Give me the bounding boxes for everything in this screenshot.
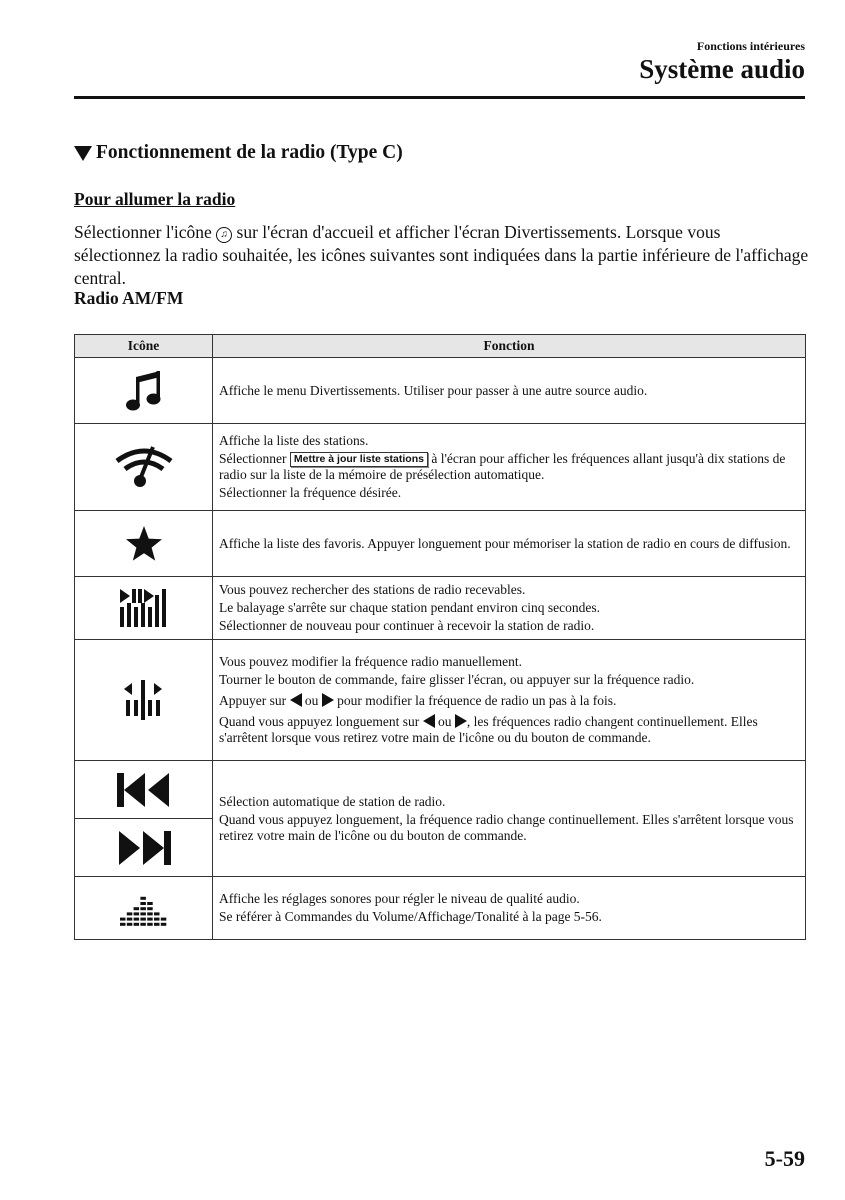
icon-cell	[75, 877, 213, 940]
function-text: Quand vous appuyez longuement, la fréquence radio change continuellement. Elles s'arrêtent lorsque vous retirez votre main de l'icône ou du bouton de commande.	[219, 811, 794, 843]
text-fragment: , les fréquences radio changent continuellement. Elles s'arrêtent lorsque vous retirez votre main de l'icône ou du bouton de commande.	[219, 714, 758, 745]
tune-up-icon	[455, 714, 467, 728]
function-cell	[213, 577, 806, 640]
text-fragment: ou	[301, 693, 322, 708]
text-fragment: à l'écran pour afficher les fréquences allant jusqu'à dix stations de radio sur la liste de la mémoire de présélection automatique.	[219, 451, 786, 482]
text-fragment: Quand vous appuyez longuement sur	[219, 714, 423, 729]
update-station-list-button: Mettre à jour liste stations	[290, 452, 428, 467]
function-cell	[213, 358, 806, 424]
function-text: Sélectionner la fréquence désirée.	[219, 485, 402, 500]
function-cell	[213, 640, 806, 761]
function-text: Sélection automatique de station de radio.	[219, 793, 446, 809]
table-row	[75, 877, 806, 940]
table-row	[75, 511, 806, 577]
page-title: Système audio	[639, 54, 805, 84]
sound-settings-icon	[119, 886, 169, 930]
header-section: Fonctions intérieures	[696, 39, 805, 53]
icon-cell	[75, 358, 213, 424]
triangle-down-icon	[74, 146, 92, 161]
function-text: Tourner le bouton de commande, faire glisser l'écran, ou appuyer sur la fréquence radio.	[219, 672, 695, 687]
tune-down-icon	[423, 714, 435, 728]
star-icon	[124, 524, 164, 564]
function-text	[219, 714, 799, 746]
function-text: Le balayage s'arrête sur chaque station pendant environ cinq secondes.	[219, 600, 601, 615]
text-fragment: pour modifier la fréquence de radio un pas à la fois.	[333, 693, 617, 708]
section-title-text: Fonctionnement de la radio (Type C)	[96, 142, 403, 163]
page-number: 5-59	[764, 1146, 805, 1171]
table-header-row	[75, 335, 806, 358]
manual-tune-icon	[122, 680, 166, 720]
section-title	[74, 142, 403, 164]
function-text	[219, 451, 799, 483]
table-row	[75, 761, 806, 819]
function-text: Affiche le menu Divertissements. Utiliser pour passer à une autre source audio.	[219, 382, 648, 398]
table-row	[75, 424, 806, 511]
seek-forward-icon	[115, 829, 173, 867]
seek-back-icon	[115, 771, 173, 809]
function-text: Sélectionner de nouveau pour continuer à recevoir la station de radio.	[219, 618, 595, 633]
subsection-title: Pour allumer la radio	[74, 189, 236, 209]
music-note-icon	[124, 369, 164, 413]
station-list-icon	[113, 445, 175, 489]
icon-cell	[75, 761, 213, 819]
col-icon-header: Icône	[75, 335, 213, 358]
text-fragment: Appuyer sur	[219, 693, 290, 708]
icon-cell	[75, 640, 213, 761]
text-fragment: ou	[434, 714, 455, 729]
function-text: Affiche les réglages sonores pour régler le niveau de qualité audio.	[219, 891, 580, 906]
tune-up-icon	[322, 693, 334, 707]
icon-function-table	[74, 334, 806, 940]
tune-down-icon	[290, 693, 302, 707]
table-row	[75, 358, 806, 424]
icon-cell	[75, 511, 213, 577]
function-text: Vous pouvez modifier la fréquence radio manuellement.	[219, 654, 523, 669]
function-cell	[213, 424, 806, 511]
icon-cell	[75, 424, 213, 511]
function-text	[219, 693, 799, 709]
function-cell	[213, 877, 806, 940]
header-divider	[74, 96, 805, 99]
icon-cell	[75, 577, 213, 640]
entertainment-icon: ♫	[216, 227, 232, 243]
table-row	[75, 577, 806, 640]
scan-icon	[118, 587, 170, 629]
function-cell	[213, 761, 806, 877]
function-text: Affiche la liste des stations.	[219, 433, 369, 448]
radio-label: Radio AM/FM	[74, 288, 184, 308]
icon-cell	[75, 819, 213, 877]
col-function-header: Fonction	[213, 335, 806, 358]
function-text: Affiche la liste des favoris. Appuyer longuement pour mémoriser la station de radio en cours de diffusion.	[219, 535, 791, 551]
intro-paragraph	[74, 221, 809, 290]
intro-text-after: sur l'écran d'accueil et afficher l'écran Divertissements. Lorsque vous sélectionnez la radio souhaitée, les icônes suivantes sont indiquées dans la partie inférieure de l'affichage central.	[74, 222, 809, 288]
function-cell	[213, 511, 806, 577]
intro-text-before: Sélectionner l'icône	[74, 222, 217, 242]
function-text: Vous pouvez rechercher des stations de radio recevables.	[219, 582, 526, 597]
text-fragment: Sélectionner	[219, 451, 290, 466]
function-text: Se référer à Commandes du Volume/Affichage/Tonalité à la page 5-56.	[219, 909, 602, 924]
table-row	[75, 640, 806, 761]
